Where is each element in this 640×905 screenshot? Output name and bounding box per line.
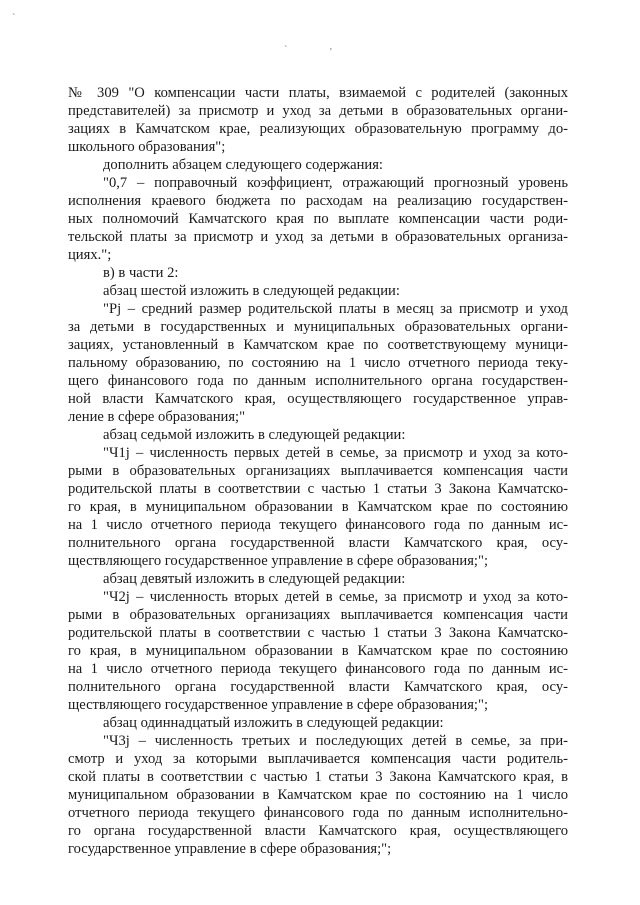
text-line: "Pj – средний размер родительской платы в месяц за присмотр и уход	[103, 301, 568, 317]
text-line: ществляющего государственное управление в сфере образования;";	[68, 553, 488, 569]
text-line: тельской платы за присмотр и уход за детьми в образовательных организа-	[68, 229, 568, 245]
text-line: представителей) за присмотр и уход за детьми в образовательных органи-	[68, 103, 568, 119]
text-line: на 1 число отчетного периода текущего финансового года по данным ис-	[68, 661, 568, 677]
text-line: школьного образования";	[68, 139, 226, 155]
text-line: полнительного органа государственной власти Камчатского края, осу-	[68, 679, 568, 695]
text-line: отчетного периода текущего финансового года по данным исполнительно-	[68, 805, 568, 821]
text-line: родительской платы в соответствии с частью 1 статьи 3 Закона Камчатско-	[68, 625, 568, 641]
text-line: го края, в муниципальном образовании в Камчатском крае по состоянию	[68, 643, 568, 659]
text-line: ществляющего государственное управление в сфере образования;";	[68, 697, 488, 713]
text-line: ской платы в соответствии с частью 1 статьи 3 Закона Камчатского края, в	[68, 769, 568, 785]
text-line: "0,7 – поправочный коэффициент, отражающий прогнозный уровень	[103, 175, 568, 191]
text-line: го края, в муниципальном образовании в Камчатском крае по состоянию	[68, 499, 568, 515]
text-line: исполнения краевого бюджета по расходам на реализацию государствен-	[68, 193, 568, 209]
scan-speck: `	[284, 45, 288, 56]
text-line: на 1 число отчетного периода текущего финансового года по данным ис-	[68, 517, 568, 533]
text-line: абзац одиннадцатый изложить в следующей редакции:	[103, 715, 444, 731]
scan-speck: '	[330, 47, 332, 58]
text-line: смотр и уход за которыми выплачивается компенсация части родитель-	[68, 751, 568, 767]
text-line: зациях, установленный в Камчатском крае по соответствующему муници-	[68, 337, 568, 353]
text-line: государственное управление в сфере образования;";	[68, 841, 392, 857]
text-line: зациях в Камчатском крае, реализующих образовательную программу до-	[68, 121, 568, 137]
text-line: го органа государственной власти Камчатского края, осуществляющего	[68, 823, 568, 839]
text-line: абзац шестой изложить в следующей редакции:	[103, 283, 400, 299]
text-line: "Ч2j – численность вторых детей в семье, за присмотр и уход за кото-	[103, 589, 568, 605]
text-line: дополнить абзацем следующего содержания:	[103, 157, 383, 173]
text-line: абзац седьмой изложить в следующей редакции:	[103, 427, 406, 443]
text-line: муниципальном образовании в Камчатском крае по состоянию на 1 число	[68, 787, 568, 803]
text-line: ной власти Камчатского края, осуществляющего государственное управ-	[68, 391, 568, 407]
text-line: пальному образованию, по состоянию на 1 число отчетного периода теку-	[68, 355, 568, 371]
text-line: ление в сфере образования;"	[68, 409, 246, 425]
text-line: циях.";	[68, 247, 112, 263]
text-line: родительской платы в соответствии с частью 1 статьи 3 Закона Камчатско-	[68, 481, 568, 497]
scan-speck: `	[12, 13, 16, 24]
text-line: за детьми в государственных и муниципальных образовательных органи-	[68, 319, 568, 335]
text-line: "Ч3j – численность третьих и последующих детей в семье, за при-	[103, 733, 568, 749]
text-line: "Ч1j – численность первых детей в семье, за присмотр и уход за кото-	[103, 445, 568, 461]
text-line: полнительного органа государственной власти Камчатского края, осу-	[68, 535, 568, 551]
text-line: рыми в образовательных организациях выплачивается компенсация части	[68, 607, 568, 623]
text-line: ных полномочий Камчатского края по выплате компенсации части роди-	[68, 211, 568, 227]
text-line: рыми в образовательных организациях выплачивается компенсация части	[68, 463, 568, 479]
text-line: щего финансового года по данным исполнительного органа государствен-	[68, 373, 568, 389]
text-line: в) в части 2:	[103, 265, 179, 281]
text-line: абзац девятый изложить в следующей редакции:	[103, 571, 406, 587]
text-line: № 309 "О компенсации части платы, взимаемой с родителей (законных	[68, 85, 568, 101]
